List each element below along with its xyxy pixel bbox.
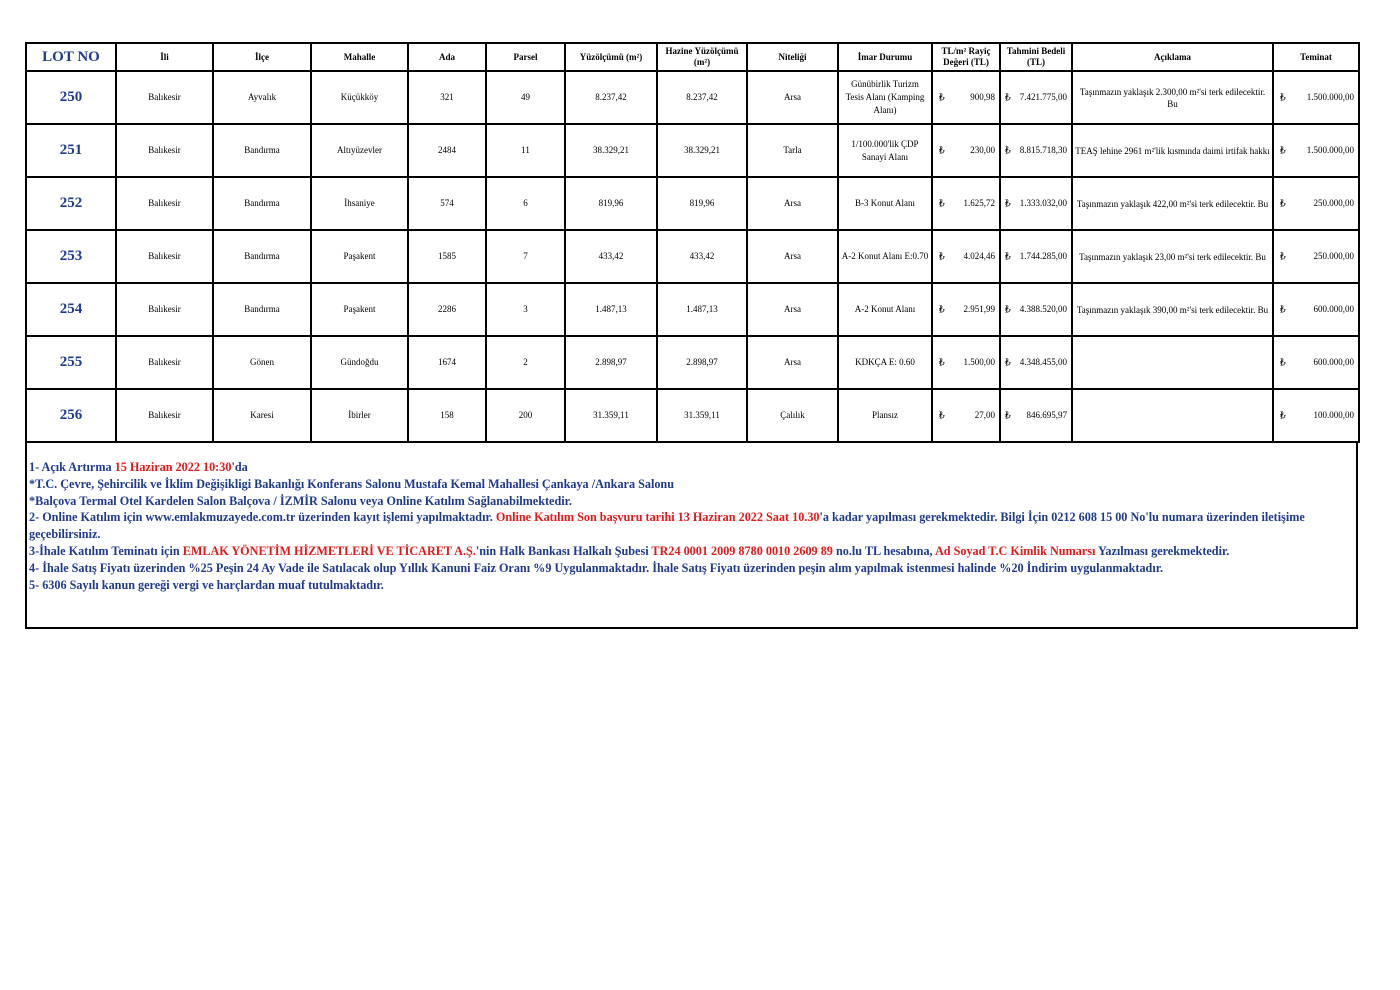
lot-number: 256	[26, 389, 116, 442]
currency-symbol: ₺	[1280, 92, 1286, 102]
header-parsel: Parsel	[486, 43, 565, 71]
note-online-participation	[29, 509, 1354, 543]
header-ilce: İlçe	[213, 43, 311, 71]
lot-number: 250	[26, 71, 116, 124]
note-ankara-venue: *T.C. Çevre, Şehircilik ve İklim Değişikligi Bakanlığı Konferans Salonu Mustafa Kemal Mahallesi Çankaya /Ankara Salonu	[29, 476, 674, 491]
header-hazine-yuzolcumu: Hazine Yüzölçümü (m²)	[657, 43, 747, 71]
cell-hazine-yuzolcumu: 819,96	[657, 177, 747, 230]
currency-symbol: ₺	[1005, 92, 1011, 102]
table-row	[26, 71, 1359, 124]
header-ada: Ada	[408, 43, 486, 71]
note-tax-exemption: 5- 6306 Sayılı kanun gereği vergi ve harçlardan muaf tutulmaktadır.	[29, 577, 384, 592]
cell-aciklama	[1072, 389, 1273, 442]
cell-imar-durumu: KDKÇA E: 0.60	[838, 336, 932, 389]
cell-ada: 1674	[408, 336, 486, 389]
cell-tahmini-bedeli	[1000, 389, 1072, 442]
cell-aciklama: Taşınmazın yaklaşık 2.300,00 m²'si terk edilecektir. Bu	[1072, 71, 1273, 124]
cell-parsel: 2	[486, 336, 565, 389]
teminat-value: 250.000,00	[1313, 198, 1354, 208]
currency-symbol: ₺	[1005, 251, 1011, 261]
tahmini-value: 1.333.032,00	[1019, 198, 1067, 208]
cell-mahalle: Altıyüzevler	[311, 124, 408, 177]
lot-number: 252	[26, 177, 116, 230]
cell-ilce: Bandırma	[213, 124, 311, 177]
cell-tahmini-bedeli	[1000, 230, 1072, 283]
cell-imar-durumu: 1/100.000'lik ÇDP Sanayi Alanı	[838, 124, 932, 177]
cell-il: Balıkesir	[116, 124, 213, 177]
currency-symbol: ₺	[1280, 198, 1286, 208]
rayic-value: 1.500,00	[963, 357, 995, 367]
cell-ada: 2286	[408, 283, 486, 336]
table-row	[26, 177, 1359, 230]
header-il: İli	[116, 43, 213, 71]
note-highlight: EMLAK YÖNETİM HİZMETLERİ VE TİCARET A.Ş.	[182, 543, 476, 558]
cell-il: Balıkesir	[116, 177, 213, 230]
cell-ilce: Ayvalık	[213, 71, 311, 124]
cell-parsel: 11	[486, 124, 565, 177]
tahmini-value: 8.815.718,30	[1019, 145, 1067, 155]
tahmini-value: 4.348.455,00	[1019, 357, 1067, 367]
rayic-value: 230,00	[970, 145, 995, 155]
cell-tahmini-bedeli	[1000, 336, 1072, 389]
cell-teminat	[1273, 71, 1359, 124]
cell-ilce: Bandırma	[213, 177, 311, 230]
cell-ilce: Gönen	[213, 336, 311, 389]
cell-yuzolcumu: 2.898,97	[565, 336, 657, 389]
cell-ada: 158	[408, 389, 486, 442]
cell-rayic-degeri	[932, 71, 1000, 124]
cell-hazine-yuzolcumu: 2.898,97	[657, 336, 747, 389]
note-text: 'da	[231, 460, 248, 474]
cell-rayic-degeri	[932, 336, 1000, 389]
cell-ada: 2484	[408, 124, 486, 177]
teminat-value: 100.000,00	[1313, 410, 1354, 420]
cell-hazine-yuzolcumu: 31.359,11	[657, 389, 747, 442]
cell-niteligi: Arsa	[747, 283, 838, 336]
cell-aciklama: Taşınmazın yaklaşık 390,00 m²'si terk edilecektir. Bu	[1072, 283, 1273, 336]
cell-imar-durumu: Plansız	[838, 389, 932, 442]
teminat-value: 600.000,00	[1313, 357, 1354, 367]
note-highlight: Online Katılım Son başvuru tarihi 13 Haziran 2022 Saat 10.30	[495, 510, 820, 525]
teminat-value: 1.500.000,00	[1306, 145, 1354, 155]
cell-ada: 574	[408, 177, 486, 230]
note-text: 2- Online Katılım için www.emlakmuzayede.com.tr üzerinden kayıt işlemi yapılmaktadır.	[29, 510, 496, 525]
cell-il: Balıkesir	[116, 283, 213, 336]
cell-tahmini-bedeli	[1000, 283, 1072, 336]
cell-aciklama: Taşınmazın yaklaşık 422,00 m²'si terk edilecektir. Bu	[1072, 177, 1273, 230]
currency-symbol: ₺	[939, 198, 945, 208]
note-text: no.lu TL hesabına,	[832, 543, 935, 558]
lot-number: 254	[26, 283, 116, 336]
rayic-value: 27,00	[974, 410, 995, 420]
cell-rayic-degeri	[932, 283, 1000, 336]
cell-teminat	[1273, 336, 1359, 389]
header-rayic-degeri: TL/m² Rayiç Değeri (TL)	[932, 43, 1000, 71]
cell-hazine-yuzolcumu: 433,42	[657, 230, 747, 283]
cell-parsel: 6	[486, 177, 565, 230]
cell-aciklama: Taşınmazın yaklaşık 23,00 m²'si terk edilecektir. Bu	[1072, 230, 1273, 283]
tahmini-value: 846.695,97	[1026, 410, 1067, 420]
currency-symbol: ₺	[939, 145, 945, 155]
cell-rayic-degeri	[932, 124, 1000, 177]
rayic-value: 4.024,46	[963, 251, 995, 261]
cell-rayic-degeri	[932, 389, 1000, 442]
table-row	[26, 389, 1359, 442]
cell-teminat	[1273, 177, 1359, 230]
currency-symbol: ₺	[1280, 410, 1286, 420]
cell-mahalle: İhsaniye	[311, 177, 408, 230]
cell-teminat	[1273, 124, 1359, 177]
cell-mahalle: Paşakent	[311, 283, 408, 336]
lots-table	[25, 42, 1360, 443]
header-aciklama: Açıklama	[1072, 43, 1273, 71]
cell-mahalle: Paşakent	[311, 230, 408, 283]
cell-parsel: 7	[486, 230, 565, 283]
table-row	[26, 283, 1359, 336]
cell-parsel: 200	[486, 389, 565, 442]
tahmini-value: 1.744.285,00	[1019, 251, 1067, 261]
lot-number: 253	[26, 230, 116, 283]
lot-number: 255	[26, 336, 116, 389]
cell-yuzolcumu: 819,96	[565, 177, 657, 230]
note-highlight: TR24 0001 2009 8780 0010 2609 89	[651, 543, 833, 558]
currency-symbol: ₺	[1005, 357, 1011, 367]
table-row	[26, 336, 1359, 389]
cell-tahmini-bedeli	[1000, 177, 1072, 230]
note-auction-date	[29, 459, 1354, 476]
cell-imar-durumu: A-2 Konut Alanı	[838, 283, 932, 336]
currency-symbol: ₺	[939, 92, 945, 102]
cell-hazine-yuzolcumu: 8.237,42	[657, 71, 747, 124]
teminat-value: 250.000,00	[1313, 251, 1354, 261]
note-payment-terms: 4- İhale Satış Fiyatı üzerinden %25 Peşin 24 Ay Vade ile Satılacak olup Yıllık Kanuni Faiz Oranı %9 Uygulanmaktadır. İhale Satış Fiyatı üzerinden peşin alım yapılmak istenmesi halinde %20 İndirim uygulanmaktadır.	[29, 560, 1164, 575]
note-deposit	[29, 543, 1354, 560]
cell-hazine-yuzolcumu: 38.329,21	[657, 124, 747, 177]
cell-imar-durumu: B-3 Konut Alanı	[838, 177, 932, 230]
currency-symbol: ₺	[1280, 304, 1286, 314]
tahmini-value: 7.421.775,00	[1019, 92, 1067, 102]
currency-symbol: ₺	[939, 251, 945, 261]
teminat-value: 1.500.000,00	[1306, 92, 1354, 102]
note-text: 1- Açık Artırma	[29, 460, 115, 474]
header-mahalle: Mahalle	[311, 43, 408, 71]
currency-symbol: ₺	[1005, 410, 1011, 420]
cell-tahmini-bedeli	[1000, 71, 1072, 124]
currency-symbol: ₺	[1280, 357, 1286, 367]
cell-teminat	[1273, 389, 1359, 442]
header-imar-durumu: İmar Durumu	[838, 43, 932, 71]
currency-symbol: ₺	[1005, 145, 1011, 155]
note-izmir-venue: *Balçova Termal Otel Kardelen Salon Balçova / İZMİR Salonu veya Online Katılım Sağlanabilmektedir.	[29, 493, 572, 508]
currency-symbol: ₺	[939, 304, 945, 314]
cell-yuzolcumu: 38.329,21	[565, 124, 657, 177]
currency-symbol: ₺	[1005, 304, 1011, 314]
note-text: 3-İhale Katılım Teminatı için	[29, 543, 183, 558]
lot-number: 251	[26, 124, 116, 177]
cell-tahmini-bedeli	[1000, 124, 1072, 177]
cell-aciklama	[1072, 336, 1273, 389]
cell-il: Balıkesir	[116, 389, 213, 442]
rayic-value: 2.951,99	[963, 304, 995, 314]
currency-symbol: ₺	[1005, 198, 1011, 208]
cell-ada: 321	[408, 71, 486, 124]
currency-symbol: ₺	[1280, 251, 1286, 261]
cell-niteligi: Çalılık	[747, 389, 838, 442]
note-text: 'nin Halk Bankası Halkalı Şubesi	[475, 543, 652, 558]
cell-il: Balıkesir	[116, 336, 213, 389]
cell-il: Balıkesir	[116, 230, 213, 283]
cell-rayic-degeri	[932, 177, 1000, 230]
header-yuzolcumu: Yüzölçümü (m²)	[565, 43, 657, 71]
cell-imar-durumu: Günübirlik Turizm Tesis Alanı (Kamping Alanı)	[838, 71, 932, 124]
header-lot-no: LOT NO	[26, 43, 116, 71]
cell-mahalle: İbirler	[311, 389, 408, 442]
cell-parsel: 49	[486, 71, 565, 124]
cell-ilce: Karesi	[213, 389, 311, 442]
cell-rayic-degeri	[932, 230, 1000, 283]
rayic-value: 1.625,72	[963, 198, 995, 208]
note-highlight: Ad Soyad T.C Kimlik Numarsı	[934, 543, 1096, 558]
cell-aciklama: TEAŞ lehine 2961 m²'lik kısmında daimi irtifak hakkı	[1072, 124, 1273, 177]
header-niteligi: Niteliği	[747, 43, 838, 71]
currency-symbol: ₺	[939, 410, 945, 420]
table-row	[26, 124, 1359, 177]
rayic-value: 900,98	[970, 92, 995, 102]
auction-sheet	[25, 42, 1358, 629]
note-text: Yazılması gerekmektedir.	[1095, 543, 1230, 558]
cell-mahalle: Gündoğdu	[311, 336, 408, 389]
cell-ilce: Bandırma	[213, 230, 311, 283]
note-highlight: 15 Haziran 2022 10:30	[114, 460, 232, 474]
table-row	[26, 230, 1359, 283]
cell-mahalle: Küçükköy	[311, 71, 408, 124]
teminat-value: 600.000,00	[1313, 304, 1354, 314]
cell-yuzolcumu: 1.487,13	[565, 283, 657, 336]
cell-niteligi: Arsa	[747, 336, 838, 389]
cell-niteligi: Arsa	[747, 177, 838, 230]
cell-niteligi: Arsa	[747, 71, 838, 124]
currency-symbol: ₺	[1280, 145, 1286, 155]
tahmini-value: 4.388.520,00	[1019, 304, 1067, 314]
cell-yuzolcumu: 433,42	[565, 230, 657, 283]
cell-ada: 1585	[408, 230, 486, 283]
cell-niteligi: Tarla	[747, 124, 838, 177]
header-teminat: Teminat	[1273, 43, 1359, 71]
table-header-row	[26, 43, 1359, 71]
cell-imar-durumu: A-2 Konut Alanı E:0.70	[838, 230, 932, 283]
cell-yuzolcumu: 8.237,42	[565, 71, 657, 124]
note-text: 'a kadar yapılması gerekmektedir. Bilgi İçin 0212 608 15 00 No'lu numara üzerinden iletişime geçebilirsiniz.	[29, 510, 1305, 542]
currency-symbol: ₺	[939, 357, 945, 367]
cell-hazine-yuzolcumu: 1.487,13	[657, 283, 747, 336]
cell-niteligi: Arsa	[747, 230, 838, 283]
header-tahmini-bedeli: Tahmini Bedeli (TL)	[1000, 43, 1072, 71]
cell-parsel: 3	[486, 283, 565, 336]
cell-teminat	[1273, 230, 1359, 283]
cell-yuzolcumu: 31.359,11	[565, 389, 657, 442]
cell-ilce: Bandırma	[213, 283, 311, 336]
auction-notes	[25, 443, 1358, 629]
cell-il: Balıkesir	[116, 71, 213, 124]
cell-teminat	[1273, 283, 1359, 336]
